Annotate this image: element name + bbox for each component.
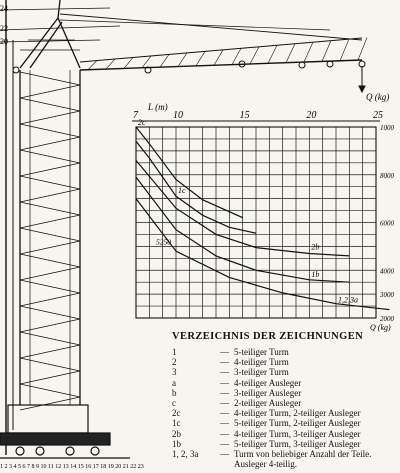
curve-label: 1c [178, 186, 186, 196]
curve-label: 1b [311, 269, 320, 279]
base-scale-text: 1 2 3 4 5 6 7 8 9 10 11 12 13 14 15 16 17 18 19 20 21 22 23 [0, 464, 144, 470]
legend-code: 1b [172, 438, 181, 449]
height-label-22: 22 [0, 24, 8, 33]
x-tick-label: 25 [373, 110, 383, 121]
y-axis-label: Q (kg) [370, 323, 391, 332]
legend-text: 4-teiliger Turm [234, 357, 289, 368]
crane-tower [20, 70, 80, 410]
legend-dash: — [220, 449, 229, 460]
legend-title: VERZEICHNIS DER ZEICHNUNGEN [172, 331, 364, 342]
legend-code: a [172, 377, 176, 388]
legend-item [168, 408, 398, 418]
tower-brace [20, 202, 80, 215]
legend-code: 2 [172, 357, 177, 368]
legend-text: Turm von beliebiger Anzahl der Teile. [234, 449, 372, 460]
jib-brace [142, 56, 151, 68]
tower-brace [20, 371, 80, 384]
tower-brace [20, 397, 80, 410]
y-tick-label: 3000 [380, 291, 394, 300]
tower-brace [20, 332, 80, 345]
jib-brace [304, 42, 313, 62]
tower-brace [20, 267, 80, 280]
left-mast [6, 0, 13, 455]
legend-code: b [172, 387, 177, 398]
tower-brace [20, 150, 80, 163]
tower-brace [20, 98, 80, 111]
point-label: 5250 [156, 237, 171, 247]
legend-item [168, 418, 398, 428]
jib-brace [124, 57, 133, 68]
tower-brace [20, 137, 80, 150]
legend-text: 5-teiliger Turm [234, 347, 289, 357]
legend-dash: — [220, 398, 229, 409]
tower-brace [20, 358, 80, 371]
tower-brace [20, 345, 80, 358]
y-tick-label: 6000 [380, 219, 394, 228]
legend-item [168, 398, 398, 408]
jib-brace [106, 59, 115, 69]
legend-code: c [172, 398, 176, 409]
tower-brace [20, 111, 80, 124]
jib-brace [196, 51, 205, 66]
jib-brace [178, 53, 187, 67]
legend-continuation: Ausleger 4-teilig. [234, 459, 297, 470]
x-tick-label: 10 [173, 110, 183, 121]
load-chart [132, 102, 395, 332]
y-tick-label: 4000 [380, 267, 394, 276]
legend-text: 4-teiliger Ausleger [234, 377, 302, 388]
curve-label: 2b [311, 242, 320, 252]
jib-brace [160, 54, 169, 67]
legend-dash: — [220, 387, 229, 398]
crane-base [0, 405, 130, 458]
x-tick-label: 15 [239, 110, 250, 121]
tower-brace [20, 384, 80, 397]
legend-item [168, 357, 398, 367]
legend-dash: — [220, 418, 229, 429]
curve-label: 2c [138, 118, 146, 127]
legend-item [168, 378, 398, 388]
legend-item [168, 449, 398, 459]
legend-dash: — [220, 377, 229, 388]
legend-code: 2b [172, 428, 181, 439]
legend-dash: — [220, 357, 229, 368]
legend-item [168, 367, 398, 377]
tower-brace [20, 176, 80, 189]
legend-dash: — [220, 367, 229, 378]
y-tick-label: 2000 [380, 315, 394, 323]
tower-brace [20, 241, 80, 254]
y-tick-label: 1000 [380, 124, 394, 132]
legend-item [168, 439, 398, 449]
legend-text: 3-teiliger Ausleger [234, 387, 302, 398]
legend-text: 4-teiliger Turm, 2-teiliger Ausleger [234, 408, 361, 419]
x-axis-label: L (m) [148, 102, 168, 112]
legend-text: 5-teiliger Turm, 2-teiliger Ausleger [234, 418, 361, 429]
tower-brace [20, 254, 80, 267]
x-tick-label: 7 [133, 110, 138, 121]
height-label-24: 24 [0, 4, 8, 13]
jib-brace [286, 44, 295, 63]
tower-brace [20, 72, 80, 85]
legend-dash: — [220, 438, 229, 449]
tower-brace [20, 85, 80, 98]
tower-brace [20, 163, 80, 176]
jib-brace [88, 61, 97, 70]
jib-brace [250, 47, 259, 64]
crane-jib [0, 8, 367, 70]
curve-1c [136, 141, 256, 233]
jib-brace [322, 41, 331, 62]
legend-code: 1c [172, 418, 181, 429]
tower-brace [20, 124, 80, 137]
x-tick-label: 20 [306, 110, 317, 121]
legend-code: 2c [172, 408, 181, 419]
tower-brace [20, 228, 80, 241]
curve-label: 1,2,3a [338, 295, 358, 305]
legend-text: 4-teiliger Turm, 3-teiliger Ausleger [234, 428, 361, 439]
legend-text: 3-teiliger Turm [234, 367, 289, 378]
y-tick-label: 8000 [380, 171, 394, 180]
jib-brace [268, 45, 277, 63]
tower-brace [20, 280, 80, 293]
legend-code: 1, 2, 3a [172, 449, 199, 460]
legend-dash: — [220, 347, 229, 357]
legend-item [168, 347, 398, 357]
tower-brace [20, 215, 80, 228]
legend-item [168, 388, 398, 398]
legend-text: 2-teiliger Ausleger [234, 398, 302, 409]
legend-code: 1 [172, 347, 177, 357]
legend-code: 3 [172, 367, 177, 378]
legend-text: 5-teiliger Turm, 3-teiliger Ausleger [234, 438, 361, 449]
tower-brace [20, 293, 80, 306]
jib-brace [214, 50, 223, 65]
jib-brace [340, 39, 349, 61]
curve-123a [136, 199, 389, 310]
legend-item [168, 429, 398, 439]
height-label-20: 20 [0, 37, 8, 46]
load-label: Q (kg) [366, 92, 390, 102]
legend-dash: — [220, 408, 229, 419]
tower-brace [20, 306, 80, 319]
legend-dash: — [220, 428, 229, 439]
tower-brace [20, 319, 80, 332]
tower-head [20, 0, 80, 68]
jib-brace [358, 38, 367, 61]
legend-list [168, 347, 398, 469]
tower-brace [20, 189, 80, 202]
